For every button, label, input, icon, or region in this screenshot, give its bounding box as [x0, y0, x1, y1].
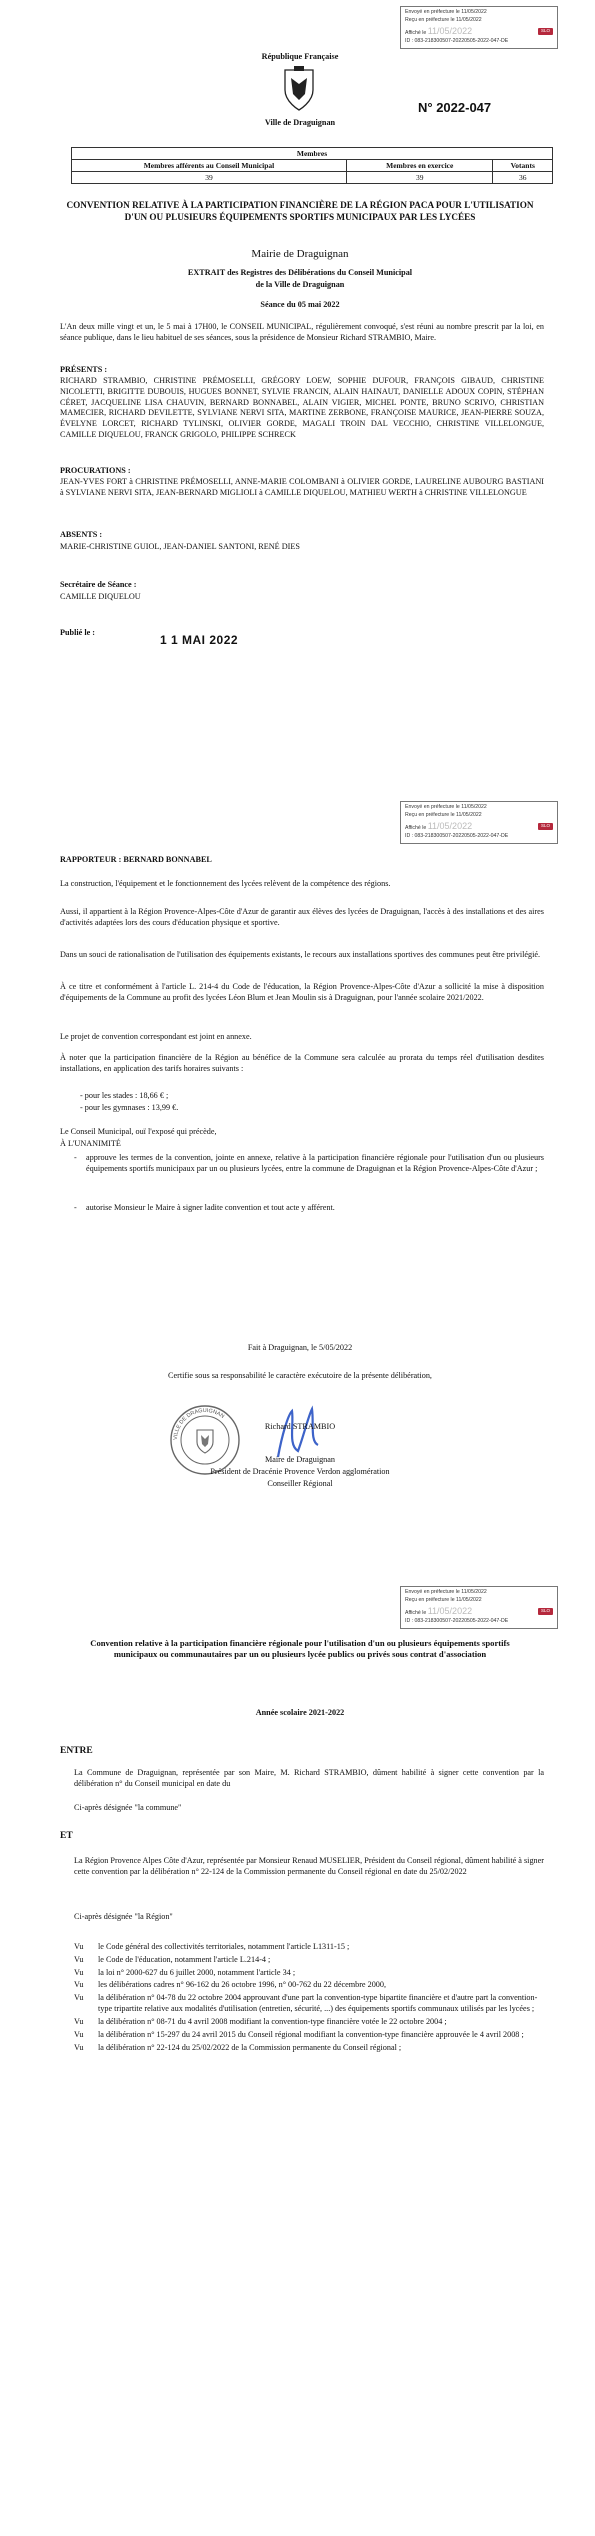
extrait-line-1: EXTRAIT des Registres des Délibérations du Conseil Municipal — [187, 268, 413, 277]
page-1 — [0, 0, 595, 790]
col-votants: Votants — [493, 160, 553, 172]
absents-label: ABSENTS : — [60, 530, 103, 539]
stamp-id: ID : 083-218300507-20220505-2022-047-DE — [405, 1618, 509, 1625]
stamp-received: Reçu en préfecture le 11/05/2022 — [405, 1596, 482, 1603]
members-title: Membres — [72, 148, 553, 160]
commune-party: La Commune de Draguignan, représentée par son Maire, M. Richard STRAMBIO, dûment habilité à signer cette convention par la délibération n° du Conseil municipal en date du — [74, 1768, 544, 1788]
vu-item — [74, 1993, 544, 2015]
vu-text: le Code de l'éducation, notamment l'article L.214-4 ; — [98, 1954, 271, 1964]
transmission-stamp — [400, 6, 558, 49]
decision-1: - approuve les termes de la convention, jointe en annexe, relative à la participation financière régionale pour l'utilisation d'un ou plusieurs équipements sportifs municipaux par un ou plusieurs lycées, entre la commune de Draguignan et la Région Provence-Alpes-Côte d'Azur ; — [74, 1153, 544, 1173]
vu-text: la loi n° 2000-627 du 6 juillet 2000, notamment l'article 34 ; — [98, 1967, 296, 1977]
vu-item — [74, 1955, 544, 1966]
republic-label: République Française — [261, 52, 339, 61]
paragraph-6: À noter que la participation financière de la Région au bénéfice de la Commune sera calculée au prorata du temps réel d'utilisation desdites installations, en application des tarifs horaires suivants : — [60, 1053, 544, 1073]
vu-text: le Code général des collectivités territoriales, notamment l'article L1311-15 ; — [98, 1942, 350, 1951]
vu-text: la délibération n° 04-78 du 22 octobre 2004 approuvant d'une part la convention-type bipartite financière et d'autre part la convention-type tripartite relative aux modalités d'utilisation (entretien, sécurité, ...) des équipements sportifs communaux utilisés par les lycées ; — [98, 1993, 538, 2014]
stamp-posted-label: Affiché le — [405, 29, 427, 36]
vu-label: Vu — [74, 2029, 84, 2039]
vu-item — [74, 2030, 544, 2041]
decision-1-text: approuve les termes de la convention, jointe en annexe, relative à la participation financière régionale pour l'utilisation d'un ou plusieurs équipements sportifs municipaux par un ou plusieurs lycées, entre la commune de Draguignan et la Région Provence-Alpes-Côte d'Azur ; — [86, 1153, 544, 1173]
vu-label: Vu — [74, 1980, 84, 1990]
vu-item — [74, 2043, 544, 2054]
decision-2-text: autorise Monsieur le Maire à signer ladite convention et tout acte y afférent. — [86, 1203, 335, 1212]
page-3 — [0, 1580, 595, 2536]
publie-date-stamp: 1 1 MAI 2022 — [160, 633, 239, 647]
presents-list: RICHARD STRAMBIO, CHRISTINE PRÉMOSELLI, GRÉGORY LOEW, SOPHIE DUFOUR, FRANÇOIS GIBAUD, CHRISTINE NICOLETTI, BRIGITTE DUBOUIS, HUGUES BONNET, SYLVIE FRANCIN, ALAIN HAINAUT, DANIELLE ADOUX COPIN, STÉPHAN CÉRET, JACQUELINE LISA CHAUVIN, BERNARD BONNABEL, ALAIN VIGIER, MICHEL PONTE, BRUNO SCRIVO, CHRISTIAN MAMECIER, RICHARD DEVILETTE, SYLVIANE NERVI SITA, MARTINE ZERBONE, FRANÇOISE MAURICE, JEAN-PIERRE SOUZA, ÉVELYNE LORCET, RICHARD TYLINSKI, OLIVIER GORDE, MAGALI TROIN DAL VECCHIO, CHRISTINE VILLELONGUE, CAMILLE DIQUELOU, FRANCK GRIGOLO, PHILIPPE SCHRECK — [60, 376, 544, 440]
signatory-role-3: Conseiller Régional — [267, 1479, 333, 1488]
secretaire-name: CAMILLE DIQUELOU — [60, 592, 141, 601]
mairie-label: Mairie de Draguignan — [251, 248, 349, 260]
stamp-sent: Envoyé en préfecture le 11/05/2022 — [405, 804, 487, 810]
vu-text: les délibérations cadres n° 96-162 du 26 octobre 1996, n° 00-762 du 22 décembre 2000, — [98, 1980, 387, 1990]
school-year: Année scolaire 2021-2022 — [255, 1708, 345, 1717]
slo-badge: SLO — [538, 1608, 553, 1615]
vu-label: Vu — [74, 2042, 84, 2052]
slo-badge: SLO — [538, 28, 553, 35]
signatory-role-1: Maire de Draguignan — [264, 1455, 336, 1464]
stamp-posted-label: Affiché le — [405, 1609, 427, 1616]
ci-apres-commune: Ci-après désignée "la commune" — [74, 1803, 182, 1812]
signatory-name: Richard STRAMBIO — [264, 1422, 336, 1431]
convention-title: CONVENTION RELATIVE À LA PARTICIPATION FINANCIÈRE DE LA RÉGION PACA POUR L'UTILISATION D'UN OU PLUSIEURS ÉQUIPEMENTS SPORTIFS MUNICIPAUX PAR LES LYCÉES — [66, 200, 534, 222]
stamp-id: ID : 083-218300507-20220505-2022-047-DE — [405, 38, 509, 45]
et-label: ET — [60, 1831, 73, 1841]
stamp-posted-date: 11/05/2022 — [427, 820, 473, 831]
transmission-stamp-2 — [400, 801, 558, 844]
vu-text: la délibération n° 08-71 du 4 avril 2008 modifiant la convention-type financière votée le 22 octobre 2004 ; — [98, 2016, 447, 2026]
stamp-received: Reçu en préfecture le 11/05/2022 — [405, 16, 482, 23]
paragraph-1: La construction, l'équipement et le fonctionnement des lycées relèvent de la compétence des régions. — [60, 879, 391, 888]
ci-apres-region: Ci-après désignée "la Région" — [74, 1912, 173, 1921]
town-name: Ville de Draguignan — [264, 118, 336, 127]
vu-item — [74, 1968, 544, 1979]
city-seal-icon — [168, 1403, 242, 1477]
vu-item — [74, 2017, 544, 2028]
vu-label: Vu — [74, 1993, 84, 2003]
extrait-line-2: de la Ville de Draguignan — [255, 280, 345, 289]
tarif-gymnases: - pour les gymnases : 13,99 €. — [80, 1103, 179, 1112]
intro-paragraph: L'An deux mille vingt et un, le 5 mai à 17H00, le CONSEIL MUNICIPAL, régulièrement convoqué, s'est réuni au nombre prescrit par la loi, en séance publique, dans le lieu habituel de ses séances, sous la présidence de Monsieur Richard STRAMBIO, Maire. — [60, 322, 544, 342]
paragraph-2: Aussi, il appartient à la Région Provence-Alpes-Côte d'Azur de garantir aux élèves des lycées de Draguignan, l'accès à des installations et des aires d'activités adaptées lors des cours d'éducation physique et sportive. — [60, 907, 544, 927]
vu-label: Vu — [74, 1942, 84, 1951]
page-2 — [0, 795, 595, 1575]
vu-list — [74, 1942, 544, 2053]
stamp-sent: Envoyé en préfecture le 11/05/2022 — [405, 1589, 487, 1595]
vu-item — [74, 1980, 544, 1991]
unanimite-label: À L'UNANIMITÉ — [60, 1139, 121, 1148]
vu-text: la délibération n° 15-297 du 24 avril 2015 du Conseil régional modifiant la convention-type financière approuvée le 4 avril 2008 ; — [98, 2029, 524, 2039]
tarif-stades-text: pour les stades : 18,66 € ; — [84, 1091, 169, 1100]
signatory-role-2: Président de Dracénie Provence Verdon agglomération — [210, 1467, 390, 1476]
vu-text: la délibération n° 22-124 du 25/02/2022 de la Commission permanente du Conseil régional ; — [98, 2042, 402, 2052]
absents-list: MARIE-CHRISTINE GUIOL, JEAN-DANIEL SANTONI, RENÉ DIES — [60, 542, 300, 551]
procurations-label: PROCURATIONS : — [60, 466, 131, 475]
col-exercice: Membres en exercice — [347, 160, 493, 172]
stamp-sent: Envoyé en préfecture le 11/05/2022 — [405, 9, 487, 15]
secretaire-label: Secrétaire de Séance : — [60, 580, 137, 589]
paragraph-4: À ce titre et conformément à l'article L. 214-4 du Code de l'éducation, la Région Provence-Alpes-Côte d'Azur a sollicité la mise à disposition d'équipements de la Commune au profit des lycées Léon Blum et Jean Moulin sis à Draguignan, pour l'année scolaire 2021/2022. — [60, 982, 544, 1002]
stamp-posted-date: 11/05/2022 — [427, 25, 473, 36]
tarif-stades: - pour les stades : 18,66 € ; — [80, 1091, 169, 1100]
paragraph-7: Le Conseil Municipal, ouï l'exposé qui précède, — [60, 1127, 217, 1136]
rapporteur: RAPPORTEUR : BERNARD BONNABEL — [60, 855, 212, 864]
val-exercice: 39 — [347, 172, 493, 184]
vu-label: Vu — [74, 2016, 84, 2026]
vu-label: Vu — [74, 1967, 84, 1977]
city-crest-icon — [279, 66, 319, 112]
vu-label: Vu — [74, 1954, 84, 1964]
stamp-posted-label: Affiché le — [405, 824, 427, 831]
stamp-id: ID : 083-218300507-20220505-2022-047-DE — [405, 833, 509, 840]
paragraph-3: Dans un souci de rationalisation de l'utilisation des équipements existants, le recours aux installations sportives des communes peut être privilégié. — [60, 950, 541, 959]
procurations-list: JEAN-YVES FORT à CHRISTINE PRÉMOSELLI, ANNE-MARIE COLOMBANI à OLIVIER GORDE, LAURELINE AUBOURG BASTIANI à SYLVIANE NERVI SITA, JEAN-BERNARD MIGLIOLI à CAMILLE DIQUELOU, MATHIEU WERTH à CHRISTINE VILLELONGUE — [60, 477, 544, 497]
publie-label: Publié le : — [60, 628, 96, 637]
stamp-posted-date: 11/05/2022 — [427, 1605, 473, 1616]
transmission-stamp-3 — [400, 1586, 558, 1629]
members-table — [71, 147, 553, 184]
val-votants: 36 — [493, 172, 553, 184]
entre-label: ENTRE — [60, 1746, 93, 1756]
col-afferents: Membres afférents au Conseil Municipal — [72, 160, 347, 172]
signature-icon — [258, 1405, 338, 1461]
region-party: La Région Provence Alpes Côte d'Azur, représentée par Monsieur Renaud MUSELIER, Président du Conseil régional, dûment habilité à signer cette convention par la délibération n° 22-124 de la Commission permanente du Conseil régional en date du 25/02/2022 — [74, 1856, 544, 1876]
stamp-received: Reçu en préfecture le 11/05/2022 — [405, 811, 482, 818]
certifie: Certifie sous sa responsabilité le caractère exécutoire de la présente délibération, — [168, 1371, 432, 1380]
seance-date: Séance du 05 mai 2022 — [260, 300, 340, 309]
decision-2: - autorise Monsieur le Maire à signer ladite convention et tout acte y afférent. — [74, 1203, 335, 1212]
val-afferents: 39 — [72, 172, 347, 184]
slo-badge: SLO — [538, 823, 553, 830]
seal-text: VILLE DE DRAGUIGNAN — [172, 1407, 226, 1441]
presents-label: PRÉSENTS : — [60, 365, 108, 374]
vu-item — [74, 1942, 544, 1953]
paragraph-5: Le projet de convention correspondant est joint en annexe. — [60, 1032, 252, 1041]
deliberation-number: N° 2022-047 — [418, 100, 492, 115]
tarif-gymnases-text: pour les gymnases : 13,99 €. — [84, 1103, 179, 1112]
fait-a: Fait à Draguignan, le 5/05/2022 — [247, 1343, 353, 1352]
annex-convention-title: Convention relative à la participation financière régionale pour l'utilisation d'un ou plusieurs équipements sportifs municipaux ou communautaires par un ou plusieurs lycée publics ou privés sous contrat d'association — [90, 1638, 510, 1660]
